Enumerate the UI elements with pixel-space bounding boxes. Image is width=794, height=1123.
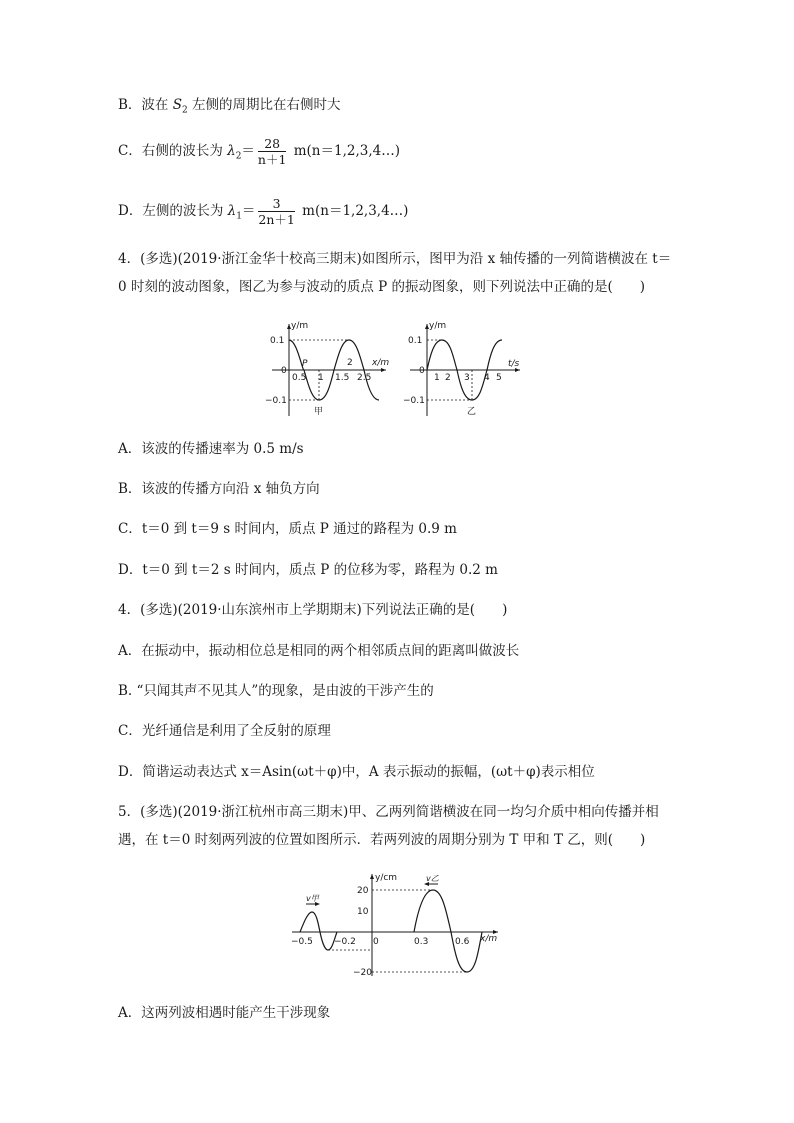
- option-text: m(n＝1,2,3,4…): [297, 203, 409, 219]
- tick-label: 0: [281, 366, 287, 376]
- tick-label: 0.6: [455, 937, 470, 947]
- v-yi-label: v乙: [426, 874, 439, 883]
- q4a-option-a: A．该波的传播速率为 0.5 m/s: [118, 441, 304, 457]
- q4a-option-d: D．t＝0 到 t＝2 s 时间内，质点 P 的位移为零，路程为 0.2 m: [118, 562, 498, 578]
- figure-yi-vibration-graph: [400, 318, 530, 418]
- tick-label: 0.1: [270, 336, 285, 346]
- subscript: 1: [236, 211, 242, 222]
- q5-stem-line2: 遇，在 t＝0 时刻两列波的位置如图所示．若两列波的周期分别为 T 甲和 T 乙，则( ): [118, 832, 646, 848]
- fraction: [258, 196, 294, 227]
- wave-yi-curve: [414, 890, 482, 972]
- option-text: B．波在: [118, 97, 173, 113]
- x-axis-label: x/m: [372, 358, 390, 368]
- tick-label: 0: [419, 366, 425, 376]
- v-jia-label: v甲: [306, 894, 319, 903]
- tick-label: −20: [353, 968, 372, 978]
- q4a-option-c: C．t＝0 到 t＝9 s 时间内，质点 P 通过的路程为 0.9 m: [118, 521, 457, 537]
- equals: ＝: [241, 143, 255, 159]
- subscript: 2: [235, 151, 242, 162]
- option-3B: [118, 96, 341, 120]
- x-axis-label: t/s: [508, 359, 520, 369]
- tick-label: 1: [318, 373, 324, 383]
- tick-label: 20: [357, 886, 369, 896]
- figure-caption: 甲: [314, 407, 324, 417]
- symbol-s: S: [172, 97, 182, 113]
- tick-label: 10: [357, 907, 369, 917]
- y-axis-label: y/cm: [375, 873, 398, 883]
- y-arrow-icon: [370, 874, 374, 879]
- denominator: 2n＋1: [258, 212, 295, 227]
- y-axis-label: y/m: [291, 321, 309, 331]
- figure-caption: 乙: [467, 407, 477, 417]
- tick-label: 2.5: [357, 373, 372, 383]
- equals: ＝: [241, 203, 256, 219]
- q4b-option-b: B. “只闻其声不见其人”的现象，是由波的干涉产生的: [118, 683, 434, 699]
- q4b-option-c: C．光纤通信是利用了全反射的原理: [118, 723, 331, 739]
- tick-label: 0.1: [408, 336, 423, 346]
- q4b-option-d: D．简谐运动表达式 x＝Asin(ωt＋φ)中，A 表示振动的振幅，(ωt＋φ)表示相位: [118, 764, 595, 780]
- option-text: m(n＝1,2,3,4…): [289, 143, 400, 159]
- q5-option-a: A．这两列波相遇时能产生干涉现象: [118, 1005, 331, 1021]
- q4b-option-a: A．在振动中，振动相位总是相同的两个相邻质点间的距离叫做波长: [118, 643, 520, 659]
- q5-stem-line1: 5．(多选)(2019·浙江杭州市高三期末)甲、乙两列简谐横波在同一均匀介质中相向传播并相: [118, 804, 659, 820]
- fraction: [258, 136, 287, 167]
- tick-label: −0.1: [403, 396, 425, 406]
- x-arrow-icon: [381, 368, 386, 372]
- x-axis-label: x/m: [480, 934, 498, 944]
- figure-q5-two-waves: [288, 868, 508, 980]
- option-text: C．右侧的波长为: [118, 143, 228, 159]
- denominator: n＋1: [257, 152, 287, 167]
- figure-jia-wave-graph: [262, 318, 392, 418]
- numerator: 28: [258, 136, 287, 152]
- tick-label: −0.1: [265, 396, 287, 406]
- q4a-stem-line2: 0 时刻的波动图象，图乙为参与波动的质点 P 的振动图象，则下列说法中正确的是( ): [118, 279, 646, 295]
- tick-label: 0.5: [292, 373, 307, 383]
- option-text: 左侧的周期比在右侧时大: [187, 97, 341, 113]
- tick-label: 5: [496, 373, 502, 383]
- tick-label: 4: [484, 373, 490, 383]
- point-p-label: P: [302, 359, 308, 369]
- tick-label: 2: [445, 373, 451, 383]
- option-3C: [118, 136, 400, 167]
- tick-label: 2: [347, 358, 353, 368]
- q4a-option-b: B．该波的传播方向沿 x 轴负方向: [118, 481, 320, 497]
- option-3D: [118, 196, 408, 227]
- tick-label: 3: [464, 373, 470, 383]
- symbol-lambda: λ: [227, 203, 237, 219]
- numerator: 3: [258, 196, 294, 212]
- y-axis-label: y/m: [429, 321, 447, 331]
- tick-label: −0.5: [291, 937, 313, 947]
- tick-label: 1.5: [335, 373, 350, 383]
- q4b-stem: 4．(多选)(2019·山东滨州市上学期期末)下列说法正确的是( ): [118, 602, 508, 618]
- symbol-lambda: λ: [227, 143, 236, 159]
- q4a-stem-line1: 4．(多选)(2019·浙江金华十校高三期末)如图所示，图甲为沿 x 轴传播的一列简谐横波在 t＝: [118, 251, 672, 267]
- tick-label: 0.3: [414, 937, 429, 947]
- tick-label: −0.2: [334, 937, 356, 947]
- subscript: 2: [181, 105, 188, 116]
- option-text: D．左侧的波长为: [118, 203, 228, 219]
- tick-label: 0: [373, 937, 379, 947]
- tick-label: 1: [434, 373, 440, 383]
